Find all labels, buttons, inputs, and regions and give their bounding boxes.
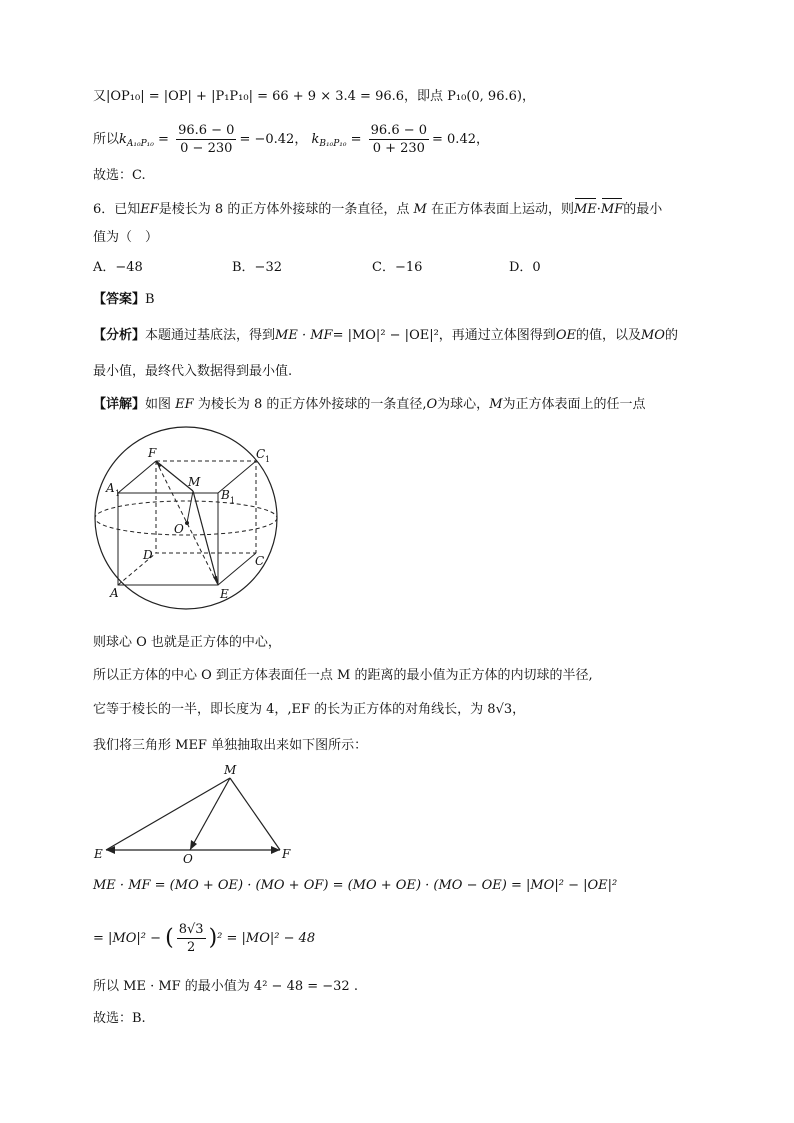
paragraph-1: 则球心 O 也就是正方体的中心， bbox=[93, 635, 281, 650]
detail-line-1 bbox=[93, 395, 646, 415]
cube-edge-ec bbox=[218, 553, 256, 585]
label-m-tri: M bbox=[224, 763, 237, 777]
fraction-2-num: 96.6 − 0 bbox=[370, 123, 428, 138]
label-o: O bbox=[174, 522, 184, 536]
eq2-b: ² = |MO|² − 48 bbox=[217, 931, 316, 946]
vector-mf-tri bbox=[230, 778, 280, 850]
question-6-line-2: 值为（ ） bbox=[93, 230, 159, 245]
q6-i: 的最小 bbox=[623, 202, 663, 217]
analysis-line-1 bbox=[93, 326, 678, 346]
paren-open: ( bbox=[165, 925, 174, 951]
option-b: B．−32 bbox=[232, 260, 282, 275]
label-f: F bbox=[148, 446, 157, 460]
fraction-eq2 bbox=[177, 921, 206, 956]
equation-1: ME · MF = (MO + OE) · (MO + OF) = (MO + OE) · (MO − OE) = |MO|² − |OE|² bbox=[93, 878, 618, 893]
analysis-1: 本题通过基底法，得到 bbox=[145, 328, 276, 343]
paragraph-5: 所以 ME · MF 的最小值为 4² − 48 = −32 . bbox=[93, 979, 358, 994]
option-c: C．−16 bbox=[372, 260, 423, 275]
analysis-2: ME · MF bbox=[275, 328, 333, 343]
eq2-den: 2 bbox=[187, 940, 196, 955]
text-line-2: 所以$k_{A_{10}P_{10}}$ = $\frac{96.6 - 0}{0 - 230}$ = −0.42， $k_{B_{10}P_{10}}$ = $\frac{96.6 - 0}{0 + 230}$ = 0.42， bbox=[93, 123, 489, 156]
label-c1-sub: 1 bbox=[265, 455, 271, 464]
detail-5: 为球心， bbox=[437, 397, 490, 412]
segment-om bbox=[187, 491, 193, 523]
vector-mf: MF bbox=[601, 200, 623, 220]
analysis-4: OE bbox=[555, 328, 576, 343]
arrow-f bbox=[156, 461, 162, 468]
slope-k1: k bbox=[119, 132, 127, 147]
vector-me: ME bbox=[574, 200, 597, 220]
text-eq2: = 0.42， bbox=[432, 132, 489, 147]
option-d: D．0 bbox=[509, 260, 541, 275]
paragraph-4: 我们将三角形 MEF 单独抽取出来如下图所示： bbox=[93, 738, 368, 753]
detail-tag: 【详解】 bbox=[93, 397, 146, 412]
fraction-1-den: 0 − 230 bbox=[180, 141, 233, 156]
option-a: A．−48 bbox=[93, 260, 143, 275]
paragraph-6: 故选：B. bbox=[93, 1011, 146, 1026]
cube-front-face bbox=[118, 493, 218, 585]
q6-d: M bbox=[413, 202, 427, 217]
label-a1: A bbox=[106, 481, 115, 495]
text-line-1: 又|OP₁₀| = |OP| + |P₁P₁₀| = 66 + 9 × 3.4 = 96.6，即点 P₁₀(0, 96.6)， bbox=[93, 89, 535, 104]
eq2-num: 8√3 bbox=[178, 922, 204, 937]
slope-k2: k bbox=[311, 132, 320, 147]
paren-close: ) bbox=[208, 925, 218, 951]
equation-2 bbox=[93, 921, 315, 956]
center-o-dot bbox=[185, 521, 189, 525]
slope-k1-sub: A₁₀P₁₀ bbox=[126, 139, 154, 149]
detail-4: O bbox=[426, 397, 438, 412]
fraction-1 bbox=[176, 122, 236, 157]
vector-mo-tri bbox=[190, 778, 230, 850]
q6-dot: · bbox=[596, 202, 601, 217]
q6-c: 是棱长为 8 的正方体外接球的一条直径，点 bbox=[158, 202, 410, 217]
label-b1: B bbox=[221, 488, 230, 502]
text-eq1: = −0.42， bbox=[239, 132, 308, 147]
label-b1-sub: 1 bbox=[230, 496, 236, 505]
label-c1: C bbox=[256, 447, 266, 461]
figure-sphere-cube bbox=[90, 425, 290, 610]
answer-line bbox=[93, 290, 155, 310]
paragraph-3: 它等于棱长的一半，即长度为 4，,EF 的长为正方体的对角线长，为 8√3， bbox=[93, 702, 526, 717]
paragraph-2: 所以正方体的中心 O 到正方体表面任一点 M 的距离的最小值为正方体的内切球的半径, bbox=[93, 668, 593, 683]
answer-value: B bbox=[145, 292, 155, 307]
fraction-1-num: 96.6 − 0 bbox=[178, 123, 235, 138]
cube-edge-a1f bbox=[118, 461, 156, 493]
label-a1-sub: 1 bbox=[115, 489, 121, 498]
text-so: 所以 bbox=[93, 132, 120, 147]
label-e-tri: E bbox=[94, 847, 103, 861]
analysis-6: MO bbox=[640, 328, 665, 343]
label-c: C bbox=[255, 554, 265, 568]
eq2-a: = |MO|² − bbox=[93, 931, 161, 946]
text-select-c: 故选：C. bbox=[93, 168, 146, 183]
vector-me-tri bbox=[106, 778, 230, 850]
q6-b: EF bbox=[140, 202, 159, 217]
analysis-7: 的 bbox=[664, 328, 678, 343]
vector-me-line bbox=[193, 491, 218, 585]
analysis-line-2: 最小值，最终代入数据得到最小值. bbox=[93, 364, 293, 379]
q6-a: 6．已知 bbox=[93, 202, 141, 217]
detail-7: 为正方体表面上的任一点 bbox=[502, 397, 646, 412]
analysis-3: = |MO|² − |OE|²，再通过立体图得到 bbox=[332, 328, 556, 343]
equator-ellipse bbox=[95, 501, 277, 535]
sphere-outline bbox=[95, 427, 277, 609]
detail-2: EF bbox=[175, 397, 194, 412]
fraction-2 bbox=[369, 122, 429, 157]
question-6-line-1 bbox=[93, 200, 662, 220]
label-e: E bbox=[220, 587, 229, 601]
figure-triangle-mef bbox=[90, 760, 300, 865]
arrow-o-tri bbox=[190, 840, 197, 850]
fraction-2-den: 0 + 230 bbox=[372, 141, 425, 156]
label-d: D bbox=[143, 548, 153, 562]
label-m: M bbox=[188, 475, 201, 489]
answer-tag: 【答案】 bbox=[93, 292, 146, 307]
detail-6: M bbox=[489, 397, 503, 412]
slope-k2-sub: B₁₀P₁₀ bbox=[319, 139, 347, 149]
label-o-tri: O bbox=[183, 852, 193, 865]
q6-e: 在正方体表面上运动，则 bbox=[430, 202, 574, 217]
detail-1: 如图 bbox=[145, 397, 172, 412]
label-a: A bbox=[110, 586, 119, 600]
detail-3: 为棱长为 8 的正方体外接球的一条直径, bbox=[197, 397, 427, 412]
analysis-5: 的值，以及 bbox=[575, 328, 641, 343]
arrow-e bbox=[213, 576, 218, 585]
analysis-tag: 【分析】 bbox=[93, 328, 146, 343]
label-f-tri: F bbox=[282, 847, 291, 861]
